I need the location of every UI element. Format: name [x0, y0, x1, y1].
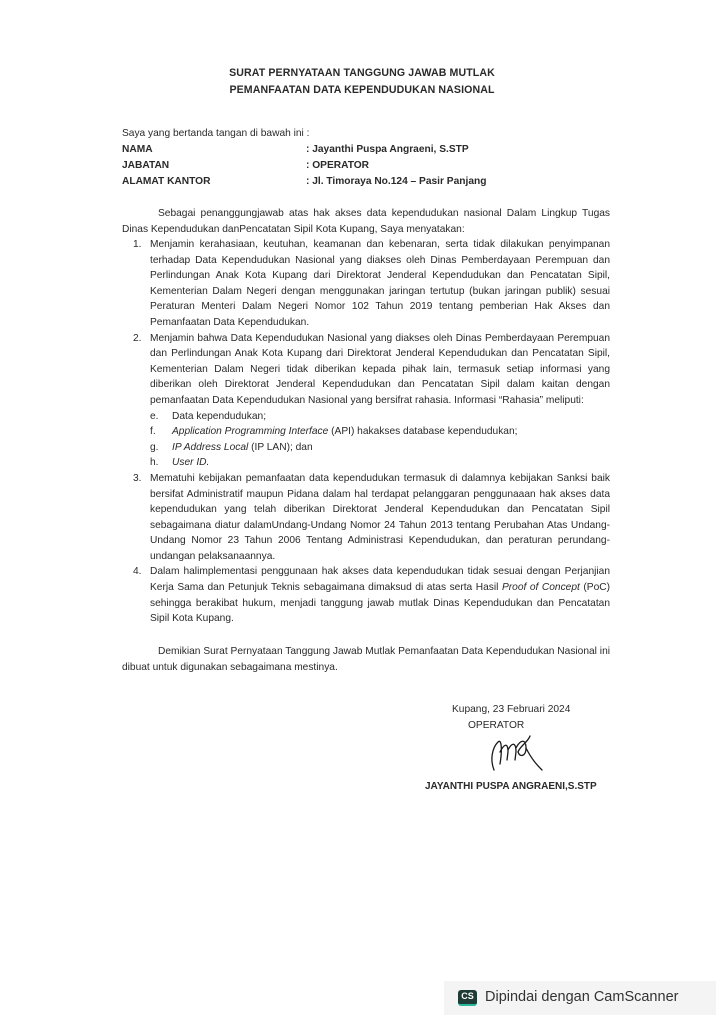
opening-text: Sebagai penanggungjawab atas hak akses data kependudukan nasional Dalam Lingkup Tugas Dinas Kependudukan danPencatatan Sipil Kota Kupang, Saya menyatakan:	[122, 208, 610, 235]
signer-name: JAYANTHI PUSPA ANGRAENI,S.STP	[425, 781, 597, 792]
item-number: 2.	[133, 332, 142, 344]
field-value-nama: : Jayanthi Puspa Angraeni, S.STP	[306, 144, 469, 155]
sub-item-text: (API) hakakses database kependudukan;	[328, 426, 518, 438]
statement-item	[122, 471, 610, 565]
document-title-line-1: SURAT PERNYATAAN TANGGUNG JAWAB MUTLAK	[229, 67, 495, 79]
closing-paragraph	[122, 644, 610, 675]
camscanner-text: Dipindai dengan CamScanner	[485, 989, 679, 1006]
item-text: Mematuhi kebijakan pemanfaatan data kependudukan termasuk di dalamnya kebijakan Sanksi baik bersifat Administratif maupun Pidana dalam hal terdapat pelanggaran penggunaaan hak akses data kependudukan yang telah diberikan Direktorat Jenderal Kependudukan dan Pencatatan Sipil sebagaimana diatur dalamUndang-Undang Nomor 24 Tahun 2013 tentang Perubahan Atas Undang-Undang Nomor 23 Tahun 2006 Tentang Administrasi Kependudukan, dan peraturan perundang-undangan pelaksanaannya.	[150, 472, 610, 562]
sub-item-letter: f.	[150, 426, 156, 438]
field-value-alamat: : Jl. Timoraya No.124 – Pasir Panjang	[306, 176, 487, 187]
item-text: Menjamin bahwa Data Kependudukan Nasional yang diakses oleh Dinas Pemberdayaan Perempuan dan Perlindungan Anak Kota Kupang dari Direktorat Jenderal Kependudukan dan Pencatatan Sipil, Kementerian Dalam Negeri tidak diberikan kepada pihak lain, termasuk setiap informasi yang diberikan oleh Direktorat Jenderal Kependudukan dan Pencatatan Sipil dalam kaitan dengan pemanfaatan Data Kependudukan Nasional yang bersifrat rahasia. Informasi “Rahasia” meliputi:	[150, 332, 610, 406]
intro-text: Saya yang bertanda tangan di bawah ini :	[122, 128, 310, 139]
sub-item	[150, 409, 610, 425]
sub-item	[150, 455, 610, 471]
statement-item	[122, 331, 610, 471]
sub-item-letter: g.	[150, 441, 159, 453]
item-number: 1.	[133, 239, 142, 250]
item-text-before: Dalam halimplementasi penggunaan hak akses data kependudukan tidak sesuai dengan Perjanjian Kerja Sama dan Petunjuk Teknis sebagaimana dimaksud di atas serta Hasil	[150, 566, 610, 594]
sub-item-text: Data kependudukan;	[172, 410, 267, 422]
item-number: 4.	[133, 566, 142, 578]
signature-stroke	[492, 736, 542, 770]
sub-item-italic: IP Address Local	[172, 441, 249, 453]
sub-item	[150, 424, 610, 440]
closing-text: Demikian Surat Pernyataan Tanggung Jawab Mutlak Pemanfaatan Data Kependudukan Nasional ini dibuat untuk digunakan sebagaimana mestinya.	[122, 646, 610, 673]
handwritten-signature	[480, 730, 550, 778]
place-date: Kupang, 23 Februari 2024	[452, 704, 571, 715]
camscanner-logo-icon: CS	[458, 990, 477, 1006]
sub-item-letter: h.	[150, 457, 159, 469]
opening-paragraph	[122, 206, 610, 237]
sub-item-italic: User ID.	[172, 457, 210, 469]
sub-item-text: (IP LAN); dan	[248, 441, 313, 453]
signer-role: OPERATOR	[468, 720, 525, 731]
statement-item	[122, 237, 610, 331]
item-number: 3.	[133, 472, 142, 484]
item-text: Menjamin kerahasiaan, keutuhan, keamanan dan kebenaran, serta tidak dilakukan penyimpanan terhadap Data Kependudukan Nasional yang diakses oleh Dinas Pemberdayaan Perempuan dan Perlindungan Anak Kota Kupang dari Direktorat Jenderal Kependudukan dan Pencatatan Sipil, Kementerian Dalam Negeri dengan menggunakan jaringan tertutup (bukan jaringan publik) sesuai Peraturan Menteri Dalam Negeri Nomor 102 Tahun 2019 tentang pemberian Hak Akses dan Pemanfaatan Data Kependudukan.	[150, 239, 610, 328]
item-text-after: (PoC) sehingga berakibat hukum, menjadi tanggung jawab mutlak Dinas Kependudukan dan Pencatatan Sipil Kota Kupang.	[150, 582, 611, 625]
document-title-line-2: PEMANFAATAN DATA KEPENDUDUKAN NASIONAL	[229, 84, 495, 96]
field-label-jabatan: JABATAN	[122, 160, 170, 171]
sub-item	[150, 440, 610, 456]
statement-item	[122, 564, 610, 626]
field-value-jabatan: : OPERATOR	[306, 160, 370, 171]
field-label-alamat: ALAMAT KANTOR	[122, 176, 211, 187]
item-text-italic: Proof of Concept	[501, 582, 580, 594]
statement-list	[122, 237, 610, 627]
sub-item-letter: e.	[150, 410, 159, 422]
field-label-nama: NAMA	[122, 144, 153, 155]
sub-item-italic: Application Programming Interface	[172, 426, 329, 438]
camscanner-watermark	[444, 981, 716, 1015]
